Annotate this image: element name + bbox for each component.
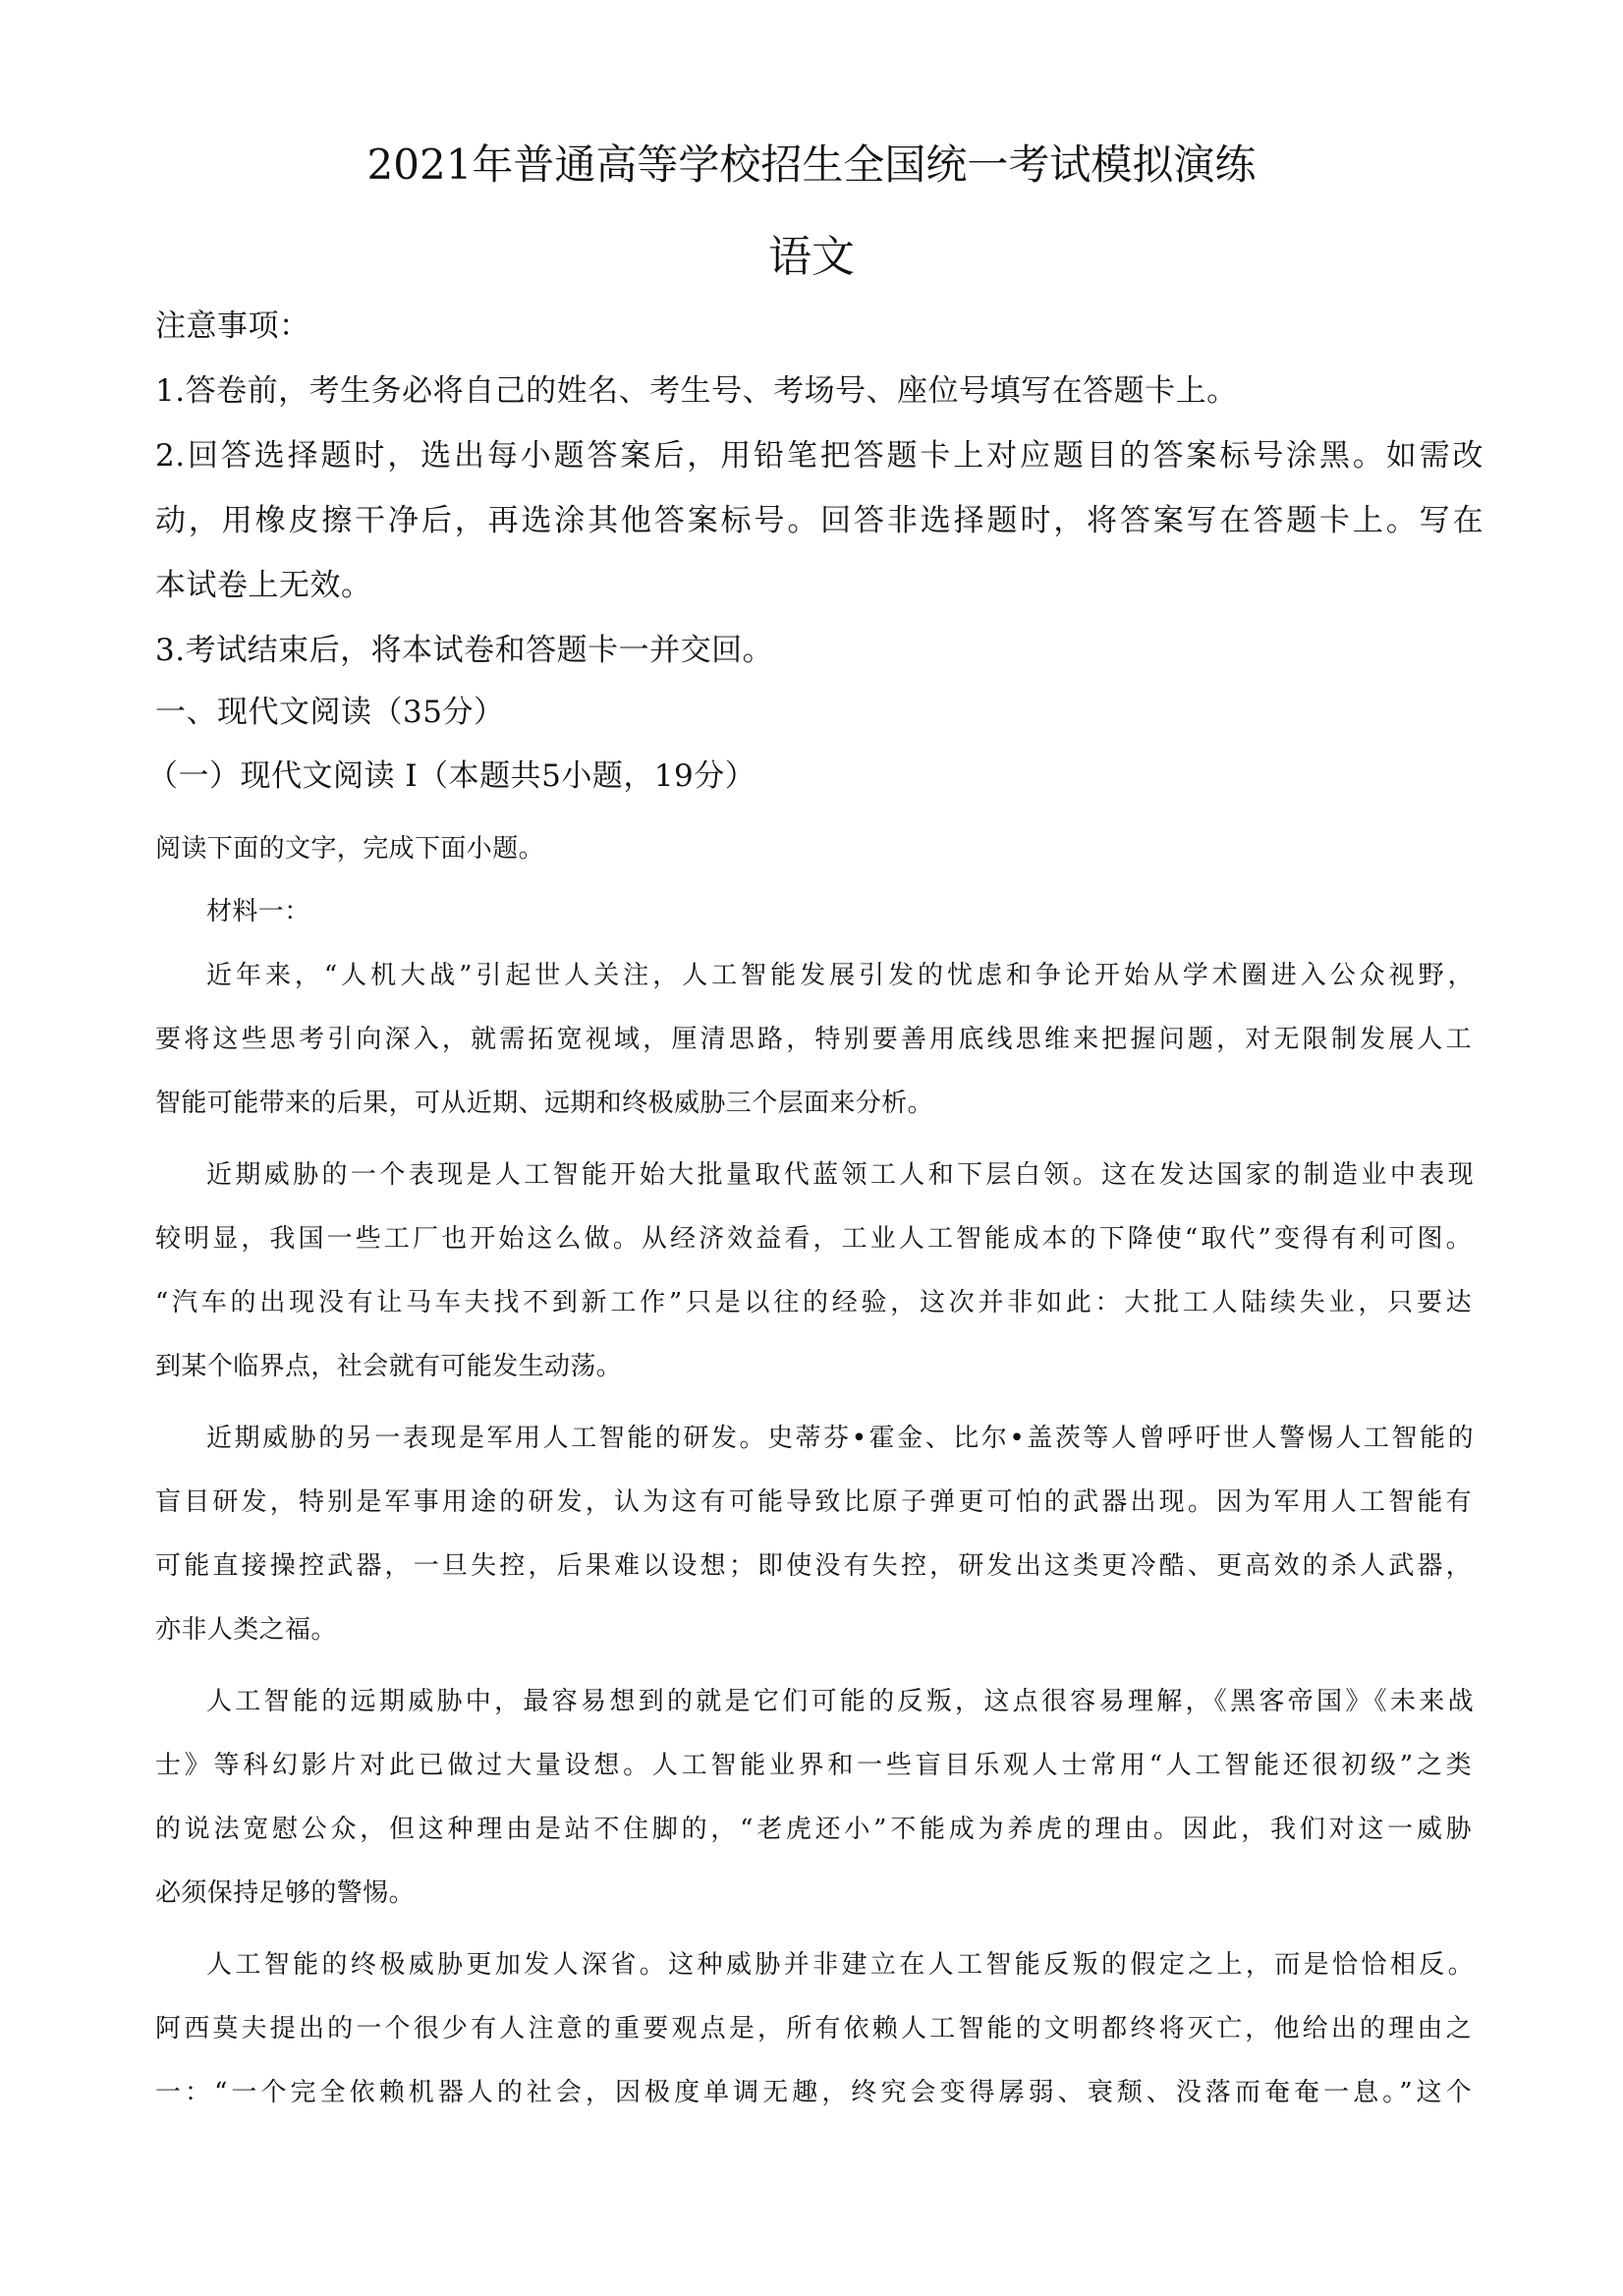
paragraph-line: 近期威胁的一个表现是人工智能开始大批量取代蓝领工人和下层白领。这在发达国家的制造业中表现 (206, 1160, 1474, 1190)
paragraph-line: 的说法宽慰公众，但这种理由是站不住脚的，“老虎还小”不能成为养虎的理由。因此，我们对这一威胁 (155, 1815, 1472, 1844)
paragraph-line: 士》等科幻影片对此已做过大量设想。人工智能业界和一些盲目乐观人士常用“人工智能还很初级”之类 (155, 1751, 1472, 1780)
paragraph-line: “汽车的出现没有让马车夫找不到新工作”只是以往的经验，这次并非如此：大批工人陆续失业，只要达 (155, 1288, 1472, 1317)
paragraph-line: 要将这些思考引向深入，就需拓宽视域，厘清思路，特别要善用底线思维来把握问题，对无限制发展人工 (155, 1025, 1472, 1054)
notice-line: 本试卷上无效。 (155, 568, 372, 603)
reading-instruction: 阅读下面的文字，完成下面小题。 (155, 834, 545, 864)
notice-line: 1.答卷前，考生务必将自己的姓名、考生号、考场号、座位号填写在答题卡上。 (155, 373, 1238, 409)
notice-line: 2.回答选择题时，选出每小题答案后，用铅笔把答题卡上对应题目的答案标号涂黑。如需改 (155, 438, 1483, 474)
paragraph-line: 阿西莫夫提出的一个很少有人注意的重要观点是，所有依赖人工智能的文明都终将灭亡，他给出的理由之 (155, 2014, 1472, 2044)
paragraph-line: 到某个临界点，社会就有可能发生动荡。 (155, 1352, 623, 1381)
paragraph-line: 盲目研发，特别是军事用途的研发，认为这有可能导致比原子弹更可怕的武器出现。因为军用人工智能有 (155, 1487, 1472, 1517)
paragraph-line: 必须保持足够的警惕。 (155, 1878, 416, 1908)
exam-title: 2021年普通高等学校招生全国统一考试模拟演练 (366, 140, 1257, 189)
notice-line: 动，用橡皮擦干净后，再选涂其他答案标号。回答非选择题时，将答案写在答题卡上。写在 (155, 503, 1483, 538)
section-subheading: （一）现代文阅读 I（本题共5小题，19分） (147, 758, 756, 794)
section-heading: 一、现代文阅读（35分） (155, 695, 505, 730)
notice-line: 3.考试结束后，将本试卷和答题卡一并交回。 (155, 633, 774, 668)
paragraph-line: 一：“一个完全依赖机器人的社会，因极度单调无趣，终究会变得孱弱、衰颓、没落而奄奄一息。”这个 (155, 2078, 1472, 2107)
paragraph-line: 智能可能带来的后果，可从近期、远期和终极威胁三个层面来分析。 (155, 1089, 934, 1118)
paragraph-line: 近年来，“人机大战”引起世人关注，人工智能发展引发的忧虑和争论开始从学术圈进入公众视野， (206, 961, 1474, 990)
paragraph-line: 较明显，我国一些工厂也开始这么做。从经济效益看，工业人工智能成本的下降使“取代”变得有利可图。 (155, 1224, 1472, 1254)
paragraph-line: 近期威胁的另一表现是军用人工智能的研发。史蒂芬•霍金、比尔•盖茨等人曾呼吁世人警惕人工智能的 (206, 1424, 1474, 1453)
paragraph-line: 人工智能的终极威胁更加发人深省。这种威胁并非建立在人工智能反叛的假定之上，而是恰恰相反。 (206, 1950, 1474, 1980)
material-label: 材料一： (206, 897, 310, 926)
notice-heading: 注意事项： (155, 308, 310, 344)
paragraph-line: 亦非人类之福。 (155, 1615, 337, 1645)
paragraph-line: 可能直接操控武器，一旦失控，后果难以设想；即使没有失控，研发出这类更冷酷、更高效的杀人武器， (155, 1551, 1472, 1581)
subject-title: 语文 (768, 232, 855, 282)
paragraph-line: 人工智能的远期威胁中，最容易想到的就是它们可能的反叛，这点很容易理解，《黑客帝国》《未来战 (206, 1687, 1474, 1716)
